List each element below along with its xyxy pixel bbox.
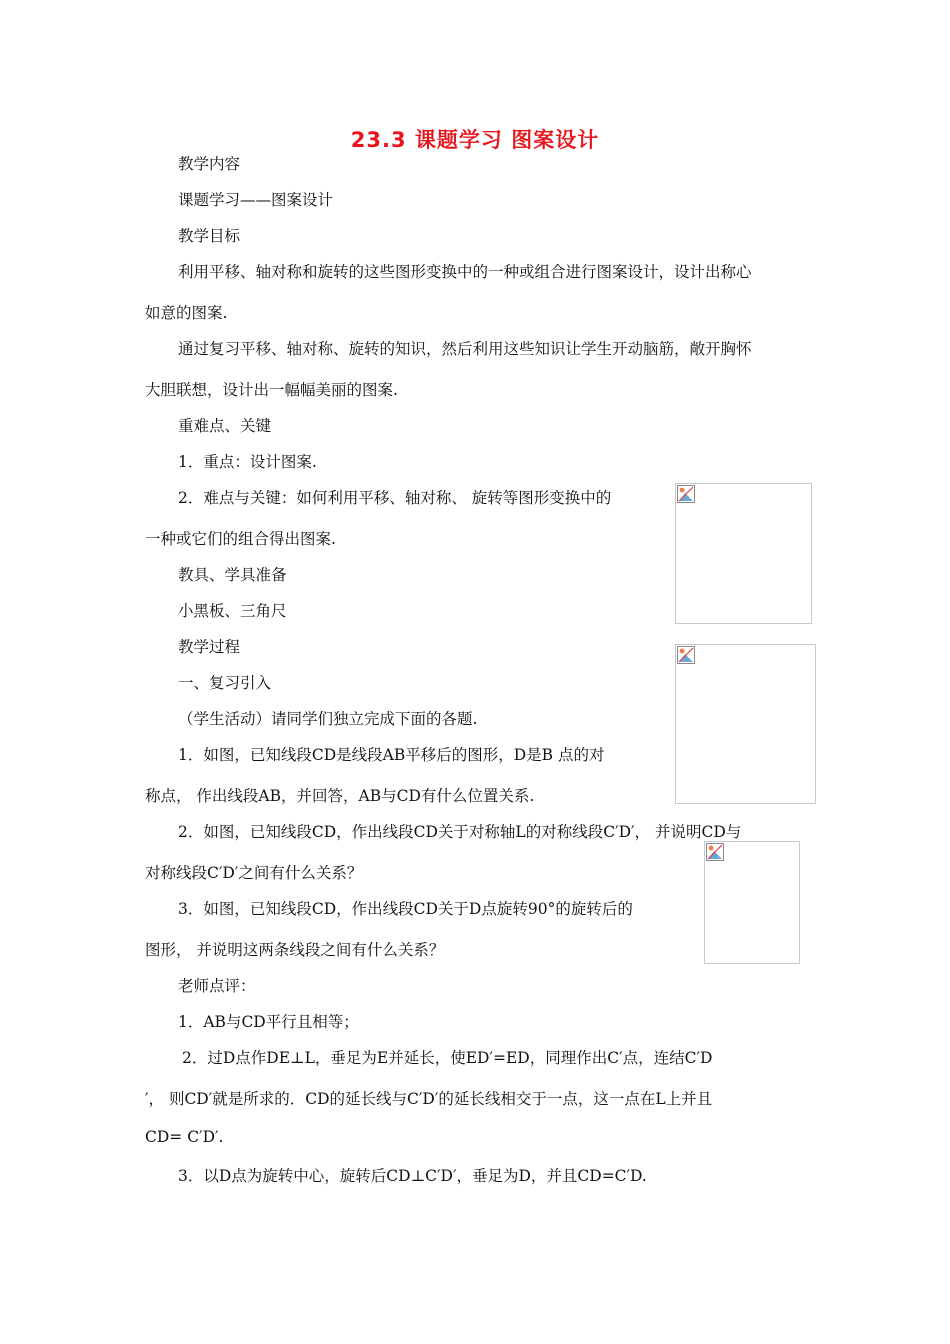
broken-image-icon [677, 485, 695, 503]
text-line: 教学内容 [178, 155, 241, 173]
text-line: 一种或它们的组合得出图案. [145, 530, 336, 548]
figure-placeholder-3 [704, 841, 800, 964]
text-line: 1．AB与CD平行且相等； [178, 1013, 359, 1031]
text-line: 图形， 并说明这两条线段之间有什么关系？ [145, 941, 445, 959]
text-line: 称点， 作出线段AB，并回答，AB与CD有什么位置关系. [145, 787, 535, 805]
text-line: 小黑板、三角尺 [178, 602, 287, 620]
text-line: 2．难点与关键：如何利用平移、轴对称、 旋转等图形变换中的 [178, 489, 612, 507]
text-line: 教学目标 [178, 227, 241, 245]
broken-image-icon [677, 646, 695, 664]
text-line: 一、复习引入 [178, 674, 272, 692]
text-line: 教具、学具准备 [178, 566, 287, 584]
text-line: 课题学习——图案设计 [178, 191, 334, 209]
text-line: 老师点评： [178, 977, 256, 995]
text-line: 3．如图，已知线段CD，作出线段CD关于D点旋转90°的旋转后的 [178, 900, 633, 918]
text-line: 1．重点：设计图案. [178, 453, 317, 471]
text-line: ′， 则CD′就是所求的．CD的延长线与C′D′的延长线相交于一点，这一点在L上并且 [145, 1090, 713, 1108]
text-line: 教学过程 [178, 638, 241, 656]
broken-image-icon [706, 843, 724, 861]
text-line: 对称线段C′D′之间有什么关系？ [145, 864, 363, 882]
figure-placeholder-2 [675, 644, 816, 804]
text-line: 如意的图案. [145, 304, 228, 322]
text-line: 2．过D点作DE⊥L，垂足为E并延长，使ED′=ED，同理作出C′点，连结C′D [182, 1049, 713, 1067]
figure-placeholder-1 [675, 483, 812, 624]
text-line: 重难点、关键 [178, 417, 272, 435]
text-line: CD= C′D′. [145, 1128, 224, 1146]
text-line: 利用平移、轴对称和旋转的这些图形变换中的一种或组合进行图案设计，设计出称心 [178, 263, 752, 281]
text-line: （学生活动）请同学们独立完成下面的各题. [178, 710, 478, 728]
text-line: 通过复习平移、轴对称、旋转的知识，然后利用这些知识让学生开动脑筋，敞开胸怀 [178, 340, 752, 358]
text-line: 2．如图，已知线段CD，作出线段CD关于对称轴L的对称线段C′D′， 并说明CD与 [178, 823, 742, 841]
text-line: 大胆联想，设计出一幅幅美丽的图案. [145, 381, 398, 399]
text-line: 1．如图，已知线段CD是线段AB平移后的图形，D是B 点的对 [178, 746, 605, 764]
document-title: 23.3 课题学习 图案设计 [350, 128, 600, 152]
text-line: 3．以D点为旋转中心，旋转后CD⊥C′D′，垂足为D，并且CD=C′D. [178, 1167, 647, 1185]
